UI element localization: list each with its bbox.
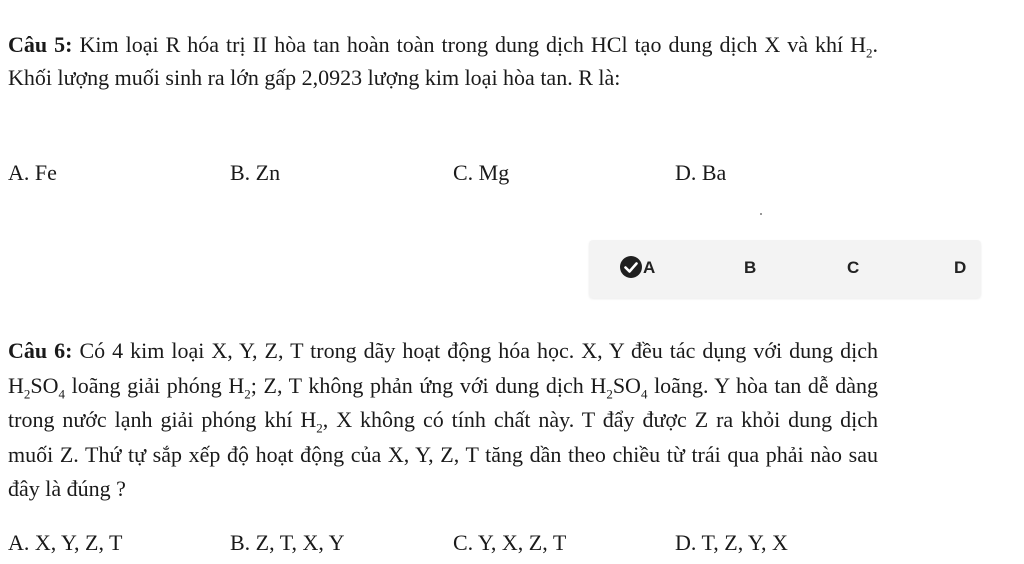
stray-dot xyxy=(760,213,762,215)
q6-text-part: SO xyxy=(30,372,59,398)
q6-subscript: 2 xyxy=(316,420,323,436)
q5-text-part: . Khối lượng muối sinh ra lớn gấp 2,0923 lượng kim loại hòa tan. R là: xyxy=(8,32,879,90)
q6-subscript: 4 xyxy=(640,385,648,401)
q6-subscript: 2 xyxy=(244,385,251,401)
q6-text-part: ; Z, T không phản ứng với dung dịch H xyxy=(250,372,607,398)
q6-text-part: , X không có tính chất này. T đẩy được Z ra khỏi dung dịch muối Z. Thứ tự sắp xếp độ hoạt động của X, Y, Z, T tăng dần theo chiều từ trái qua phải nào sau đây là đúng ? xyxy=(8,407,878,501)
q5-option-a: A. Fe xyxy=(8,160,57,185)
answer-choice-c[interactable]: C xyxy=(847,258,860,277)
q6-option-c: C. Y, X, Z, T xyxy=(453,530,567,555)
q6-text-part: loãng giải phóng H xyxy=(65,372,245,398)
answer-choice-b[interactable]: B xyxy=(744,258,757,277)
check-circle-icon xyxy=(619,255,643,279)
q6-text-part: SO xyxy=(612,372,641,398)
answer-bar xyxy=(589,240,981,298)
q5-option-d: D. Ba xyxy=(675,160,727,185)
q6-text-part: loãng. Y hòa tan dễ dàng trong nước lạnh giải phóng khí H xyxy=(8,372,878,432)
q5-text-part: Kim loại R hóa trị II hòa tan hoàn toàn trong dung dịch HCl tạo dung dịch X và khí H xyxy=(72,32,867,57)
q6-subscript: 4 xyxy=(58,385,66,401)
q6-option-a: A. X, Y, Z, T xyxy=(8,530,123,555)
question-6-label: Câu 6: xyxy=(8,338,73,363)
q5-option-b: B. Zn xyxy=(230,160,281,185)
question-5-text xyxy=(8,28,878,94)
question-6-text xyxy=(8,334,878,507)
answer-choice-a-label: A xyxy=(643,258,656,277)
q6-subscript: 2 xyxy=(606,385,613,401)
answer-choice-a[interactable] xyxy=(619,258,656,278)
q6-option-d: D. T, Z, Y, X xyxy=(675,530,788,555)
answer-choice-d[interactable]: D xyxy=(954,258,967,277)
q6-option-b: B. Z, T, X, Y xyxy=(230,530,345,555)
q6-subscript: 2 xyxy=(23,385,31,401)
question-5-label: Câu 5: xyxy=(8,32,73,57)
q5-option-c: C. Mg xyxy=(453,160,510,185)
q5-subscript: 2 xyxy=(866,45,873,61)
q6-text-part: Có 4 kim loại X, Y, Z, T trong dãy hoạt động hóa học. X, Y đều tác dụng với dung dịch H xyxy=(8,338,879,398)
